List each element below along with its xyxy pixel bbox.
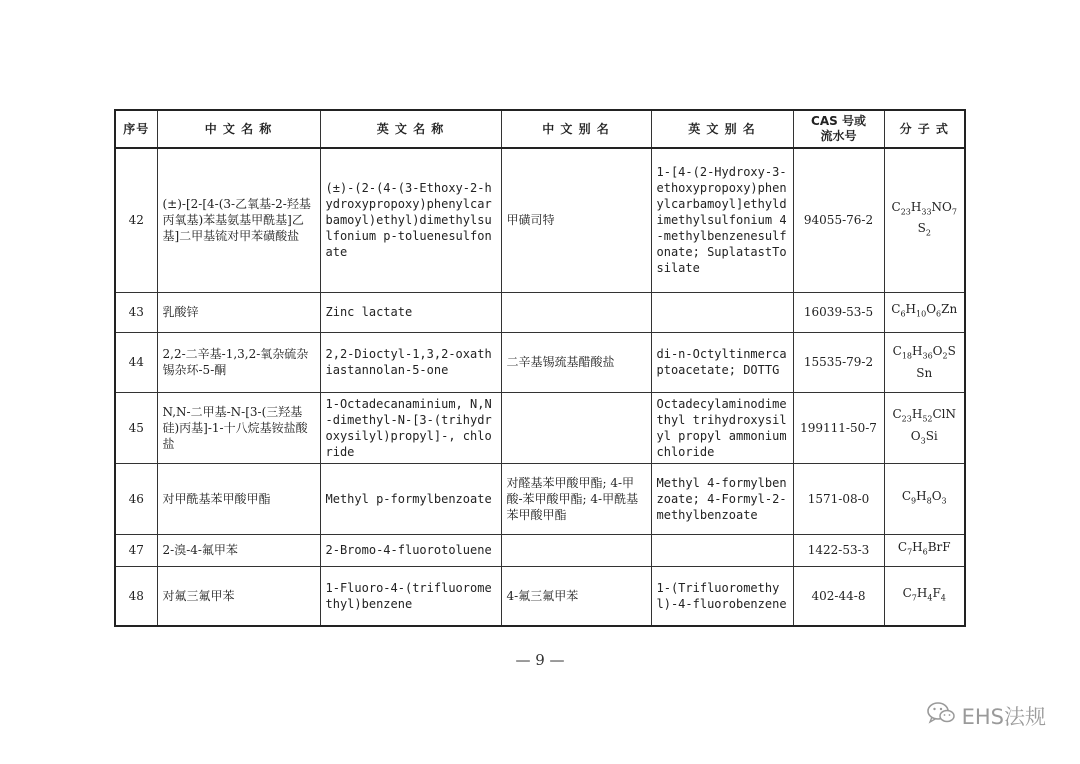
row-cn-name: 2-溴-4-氟甲苯 — [157, 534, 320, 566]
row-no: 42 — [115, 148, 157, 292]
row-no: 43 — [115, 292, 157, 332]
wechat-icon — [926, 700, 956, 731]
table-row — [115, 392, 965, 463]
row-en-name: Zinc lactate — [320, 292, 501, 332]
row-en-alias: Octadecylaminodimethyl trihydroxysilyl propyl ammonium chloride — [651, 392, 793, 463]
row-cn-name: (±)-[2-[4-(3-乙氧基-2-羟基丙氧基)苯基氨基甲酰基]乙基]二甲基锍对甲苯磺酸盐 — [157, 148, 320, 292]
row-cn-alias: 对醛基苯甲酸甲酯; 4-甲酸-苯甲酸甲酯; 4-甲酰基苯甲酸甲酯 — [501, 463, 651, 534]
row-cn-alias: 甲磺司特 — [501, 148, 651, 292]
table-row — [115, 332, 965, 392]
row-cn-name: N,N-二甲基-N-[3-(三羟基硅)丙基]-1-十八烷基铵盐酸盐 — [157, 392, 320, 463]
row-cn-name: 2,2-二辛基-1,3,2-氧杂硫杂锡杂环-5-酮 — [157, 332, 320, 392]
row-cas: 94055-76-2 — [793, 148, 884, 292]
header-en-name: 英 文 名 称 — [320, 110, 501, 148]
row-cas: 1571-08-0 — [793, 463, 884, 534]
table-row — [115, 463, 965, 534]
row-cn-alias: 4-氟三氟甲苯 — [501, 566, 651, 626]
row-cn-name: 对氟三氟甲苯 — [157, 566, 320, 626]
header-cn-alias: 中 文 别 名 — [501, 110, 651, 148]
row-en-alias — [651, 292, 793, 332]
row-cas: 402-44-8 — [793, 566, 884, 626]
chemical-list-table — [114, 109, 966, 627]
header-formula: 分 子 式 — [884, 110, 965, 148]
row-cn-alias — [501, 534, 651, 566]
row-no: 47 — [115, 534, 157, 566]
row-cas: 1422-53-3 — [793, 534, 884, 566]
row-formula: $C_{23}H_{33}NO_7S_2$ — [884, 148, 965, 292]
row-cn-alias — [501, 392, 651, 463]
row-no: 44 — [115, 332, 157, 392]
row-formula: $C_9H_8O_3$ — [884, 463, 965, 534]
row-en-alias — [651, 534, 793, 566]
row-formula: $C_7H_6BrF$ — [884, 534, 965, 566]
table-row — [115, 534, 965, 566]
row-cn-name: 乳酸锌 — [157, 292, 320, 332]
row-cn-alias: 二辛基锡巯基醋酸盐 — [501, 332, 651, 392]
table-row — [115, 148, 965, 292]
row-formula: $C_7H_4F_4$ — [884, 566, 965, 626]
table-row — [115, 566, 965, 626]
row-formula: $C_6H_{10}O_6Zn$ — [884, 292, 965, 332]
row-cas: 199111-50-7 — [793, 392, 884, 463]
row-en-name: 1-Fluoro-4-(trifluoromethyl)benzene — [320, 566, 501, 626]
row-cn-name: 对甲酰基苯甲酸甲酯 — [157, 463, 320, 534]
row-cas: 15535-79-2 — [793, 332, 884, 392]
row-no: 45 — [115, 392, 157, 463]
header-en-alias: 英 文 别 名 — [651, 110, 793, 148]
watermark-text: EHS法规 — [961, 704, 1046, 729]
row-en-name: 2,2-Dioctyl-1,3,2-oxathiastannolan-5-one — [320, 332, 501, 392]
row-en-alias: di-n-Octyltinmercaptoacetate; DOTTG — [651, 332, 793, 392]
row-cas: 16039-53-5 — [793, 292, 884, 332]
row-no: 48 — [115, 566, 157, 626]
watermark — [926, 700, 1046, 731]
row-formula: $C_{18}H_{36}O_2SSn$ — [884, 332, 965, 392]
row-no: 46 — [115, 463, 157, 534]
row-en-alias: 1-(Trifluoromethyl)-4-fluorobenzene — [651, 566, 793, 626]
header-no: 序号 — [115, 110, 157, 148]
header-cas: CAS 号或 流水号 — [793, 110, 884, 148]
row-cn-alias — [501, 292, 651, 332]
row-en-name: (±)-(2-(4-(3-Ethoxy-2-hydroxypropoxy)phenylcarbamoyl)ethyl)dimethylsulfonium p-toluenesulfonate — [320, 148, 501, 292]
table-header-row — [115, 110, 965, 148]
header-cn-name: 中 文 名 称 — [157, 110, 320, 148]
page-number: — 9 — — [515, 651, 565, 669]
row-formula: $C_{23}H_{52}ClNO_3Si$ — [884, 392, 965, 463]
table-row — [115, 292, 965, 332]
row-en-alias: Methyl 4-formylbenzoate; 4-Formyl-2-methylbenzoate — [651, 463, 793, 534]
row-en-alias: 1-[4-(2-Hydroxy-3-ethoxypropoxy)phenylcarbamoyl]ethyldimethylsulfonium 4-methylbenzenesulfonate; SuplatastTosilate — [651, 148, 793, 292]
row-en-name: 2-Bromo-4-fluorotoluene — [320, 534, 501, 566]
row-en-name: Methyl p-formylbenzoate — [320, 463, 501, 534]
row-en-name: 1-Octadecanaminium, N,N-dimethyl-N-[3-(trihydroxysilyl)propyl]-, chloride — [320, 392, 501, 463]
